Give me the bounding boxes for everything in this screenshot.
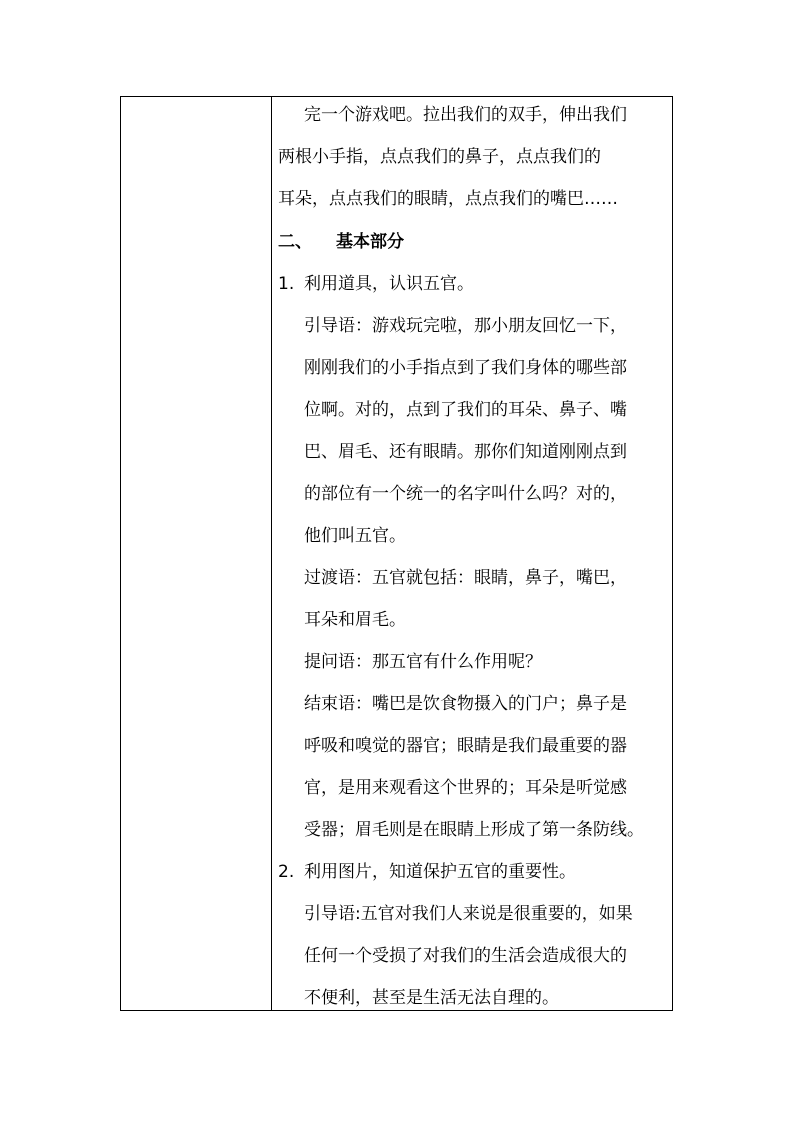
lesson-plan-table [120, 96, 673, 1011]
text-line: 呼吸和嗅觉的器官；眼睛是我们最重要的器 [304, 736, 627, 756]
section-number: 二、 [278, 232, 312, 252]
text-line: 任何一个受损了对我们的生活会造成很大的 [304, 946, 627, 966]
content-cell [278, 97, 670, 1010]
list-item-number: 2. [278, 862, 295, 882]
text-line: 官，是用来观看这个世界的；耳朵是听觉感 [304, 778, 627, 798]
section-title: 基本部分 [336, 232, 404, 252]
text-line: 他们叫五官。 [304, 526, 406, 546]
text-line: 的部位有一个统一的名字叫什么吗？对的， [304, 484, 627, 504]
text-line: 耳朵，点点我们的眼睛，点点我们的嘴巴…… [278, 189, 618, 209]
text-line: 刚刚我们的小手指点到了我们身体的哪些部 [304, 358, 627, 378]
list-item [278, 274, 670, 294]
text-line: 提问语：那五官有什么作用呢？ [304, 652, 542, 672]
text-line: 耳朵和眉毛。 [304, 610, 406, 630]
text-line: 巴、眉毛、还有眼睛。那你们知道刚刚点到 [304, 442, 627, 462]
column-divider [271, 97, 272, 1010]
list-item-text: 利用道具，认识五官。 [304, 274, 474, 294]
text-line: 完一个游戏吧。拉出我们的双手，伸出我们 [304, 105, 627, 125]
text-line: 引导语：游戏玩完啦，那小朋友回忆一下， [304, 316, 627, 336]
text-line: 不便利，甚至是生活无法自理的。 [304, 988, 559, 1008]
text-line: 位啊。对的，点到了我们的耳朵、鼻子、嘴 [304, 400, 627, 420]
text-line: 结束语：嘴巴是饮食物摄入的门户；鼻子是 [304, 694, 627, 714]
text-line: 受器；眉毛则是在眼睛上形成了第一条防线。 [304, 820, 644, 840]
list-item-text: 利用图片，知道保护五官的重要性。 [304, 862, 576, 882]
text-line: 两根小手指，点点我们的鼻子，点点我们的 [278, 147, 601, 167]
text-line: 引导语:五官对我们人来说是很重要的，如果 [304, 904, 633, 924]
text-line: 过渡语：五官就包括：眼睛，鼻子，嘴巴， [304, 568, 627, 588]
list-item [278, 862, 670, 882]
section-heading [278, 232, 670, 252]
list-item-number: 1. [278, 274, 295, 294]
